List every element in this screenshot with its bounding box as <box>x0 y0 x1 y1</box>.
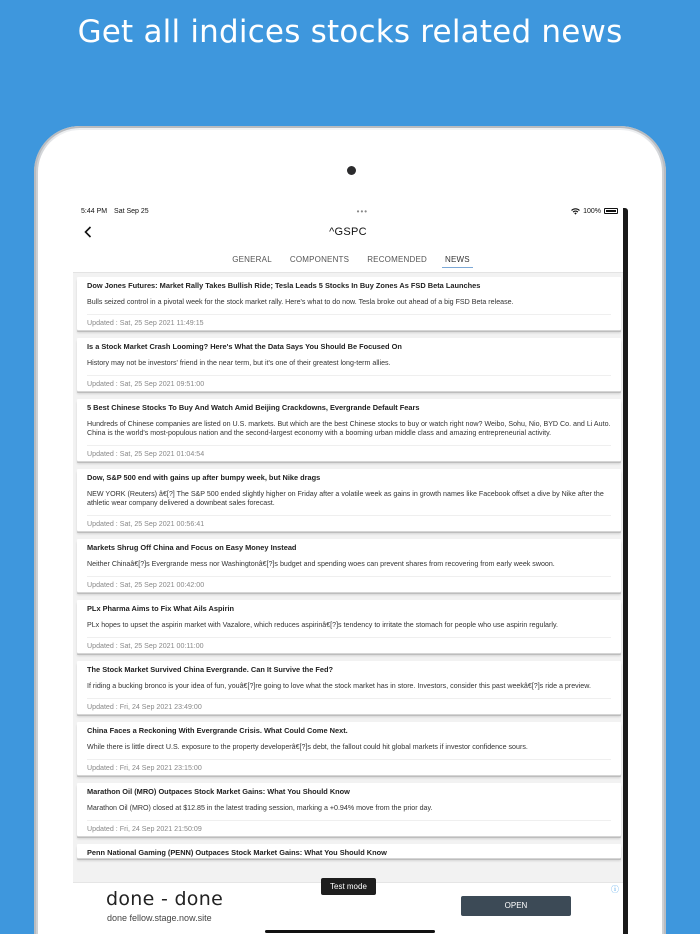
news-title: Dow, S&P 500 end with gains up after bumpy week, but Nike drags <box>87 473 321 482</box>
tab-bar <box>73 247 623 273</box>
news-title: China Faces a Reckoning With Evergrande Crisis. What Could Come Next. <box>87 726 348 735</box>
test-mode-badge: Test mode <box>321 878 376 895</box>
news-card[interactable] <box>77 783 621 836</box>
ad-title[interactable]: done - done <box>106 888 224 910</box>
news-summary: Marathon Oil (MRO) closed at $12.85 in the latest trading session, marking a +0.94% move from the prior day. <box>87 804 433 812</box>
ad-url[interactable]: done fellow.stage.now.site <box>107 913 212 923</box>
news-card[interactable] <box>77 399 621 461</box>
news-updated: Updated : Fri, 24 Sep 2021 21:50:09 <box>87 820 611 836</box>
status-time: 5:44 PM <box>81 207 108 215</box>
status-left <box>81 208 154 215</box>
back-button[interactable] <box>81 225 95 239</box>
news-summary: NEW YORK (Reuters) â€[?] The S&P 500 ended slightly higher on Friday after a volatile week as gains in growth names like Facebook offset a dive by Nike after the athletic wear company delivered a downbeat sales forecast. <box>87 490 604 507</box>
news-card[interactable] <box>77 600 621 653</box>
wifi-icon <box>571 208 580 215</box>
app-screen <box>73 205 623 934</box>
news-updated: Updated : Fri, 24 Sep 2021 23:49:00 <box>87 698 611 714</box>
tab-recomended[interactable]: RECOMENDED <box>367 254 427 264</box>
ad-open-button[interactable]: OPEN <box>461 896 571 916</box>
news-title: The Stock Market Survived China Evergrande. Can It Survive the Fed? <box>87 665 334 674</box>
news-updated: Updated : Sat, 25 Sep 2021 00:56:41 <box>87 515 611 531</box>
news-card[interactable] <box>77 844 621 858</box>
status-right <box>571 208 618 215</box>
news-feed[interactable] <box>73 273 623 882</box>
news-updated: Updated : Sat, 25 Sep 2021 01:04:54 <box>87 445 611 461</box>
chevron-left-icon <box>84 226 92 238</box>
news-title: Dow Jones Futures: Market Rally Takes Bullish Ride; Tesla Leads 5 Stocks In Buy Zones As FSD Beta Launches <box>87 281 481 290</box>
tab-components[interactable]: COMPONENTS <box>289 254 350 264</box>
tab-news[interactable]: NEWS <box>436 247 479 273</box>
tab-general[interactable]: GENERAL <box>232 254 272 264</box>
news-card[interactable] <box>77 277 621 330</box>
news-title: Is a Stock Market Crash Looming? Here's What the Data Says You Should Be Focused On <box>87 342 402 351</box>
news-title: 5 Best Chinese Stocks To Buy And Watch Amid Beijing Crackdowns, Evergrande Default Fears <box>87 403 420 412</box>
news-summary: History may not be investors' friend in the near term, but it's one of their greatest long-term allies. <box>87 359 391 367</box>
battery-percent: 100% <box>583 207 601 215</box>
news-summary: If riding a bucking bronco is your idea of fun, youâ€[?]re going to love what the stock market has in store. Investors, consider this past weekâ€[?]s ride a preview. <box>87 682 591 690</box>
news-summary: While there is little direct U.S. exposure to the property developerâ€[?]s debt, the fallout could hit global markets if investor confidence sours. <box>87 743 528 751</box>
news-summary: Hundreds of Chinese companies are listed on U.S. markets. But which are the best Chinese stocks to buy or watch right now? Weibo, Sohu, Nio, BYD Co. and Li Auto. China is the world's most-populous nation and the second-largest economy with a booming urban middle class and amazing entrepreneurial activity. <box>87 420 611 437</box>
news-card[interactable] <box>77 661 621 714</box>
news-updated: Updated : Sat, 25 Sep 2021 09:51:00 <box>87 375 611 391</box>
promo-headline: Get all indices stocks related news <box>77 14 623 50</box>
news-card[interactable] <box>77 722 621 775</box>
news-summary: Neither Chinaâ€[?]s Evergrande mess nor Washingtonâ€[?]s budget and spending woes can prevent shares from recovering from early week swoon. <box>87 560 555 568</box>
news-summary: Bulls seized control in a pivotal week for the stock market rally. Here's what to do now. Tesla broke out ahead of a big FSD Beta release. <box>87 298 514 306</box>
battery-icon <box>604 208 618 214</box>
home-indicator <box>265 930 435 933</box>
nav-bar <box>73 217 623 247</box>
news-card[interactable] <box>77 338 621 391</box>
status-date: Sat Sep 25 <box>114 207 149 215</box>
multitask-dots-icon: ••• <box>356 206 369 216</box>
news-title: Markets Shrug Off China and Focus on Easy Money Instead <box>87 543 297 552</box>
news-updated: Updated : Fri, 24 Sep 2021 23:15:00 <box>87 759 611 775</box>
news-summary: PLx hopes to upset the aspirin market with Vazalore, which reduces aspirinâ€[?]s tendency to irritate the stomach for people who use aspirin regularly. <box>87 621 558 629</box>
news-card[interactable] <box>77 469 621 531</box>
news-card[interactable] <box>77 539 621 592</box>
news-updated: Updated : Sat, 25 Sep 2021 11:49:15 <box>87 314 611 330</box>
camera-icon <box>347 166 356 175</box>
ad-banner[interactable] <box>73 882 623 934</box>
page-title: ^GSPC <box>329 226 367 238</box>
news-title: Marathon Oil (MRO) Outpaces Stock Market Gains: What You Should Know <box>87 787 350 796</box>
news-title: Penn National Gaming (PENN) Outpaces Stock Market Gains: What You Should Know <box>87 848 387 857</box>
news-updated: Updated : Sat, 25 Sep 2021 00:11:00 <box>87 637 611 653</box>
news-updated: Updated : Sat, 25 Sep 2021 00:42:00 <box>87 576 611 592</box>
news-title: PLx Pharma Aims to Fix What Ails Aspirin <box>87 604 235 613</box>
ad-info-icon[interactable]: ⓘ <box>611 885 619 894</box>
status-bar <box>73 205 623 217</box>
